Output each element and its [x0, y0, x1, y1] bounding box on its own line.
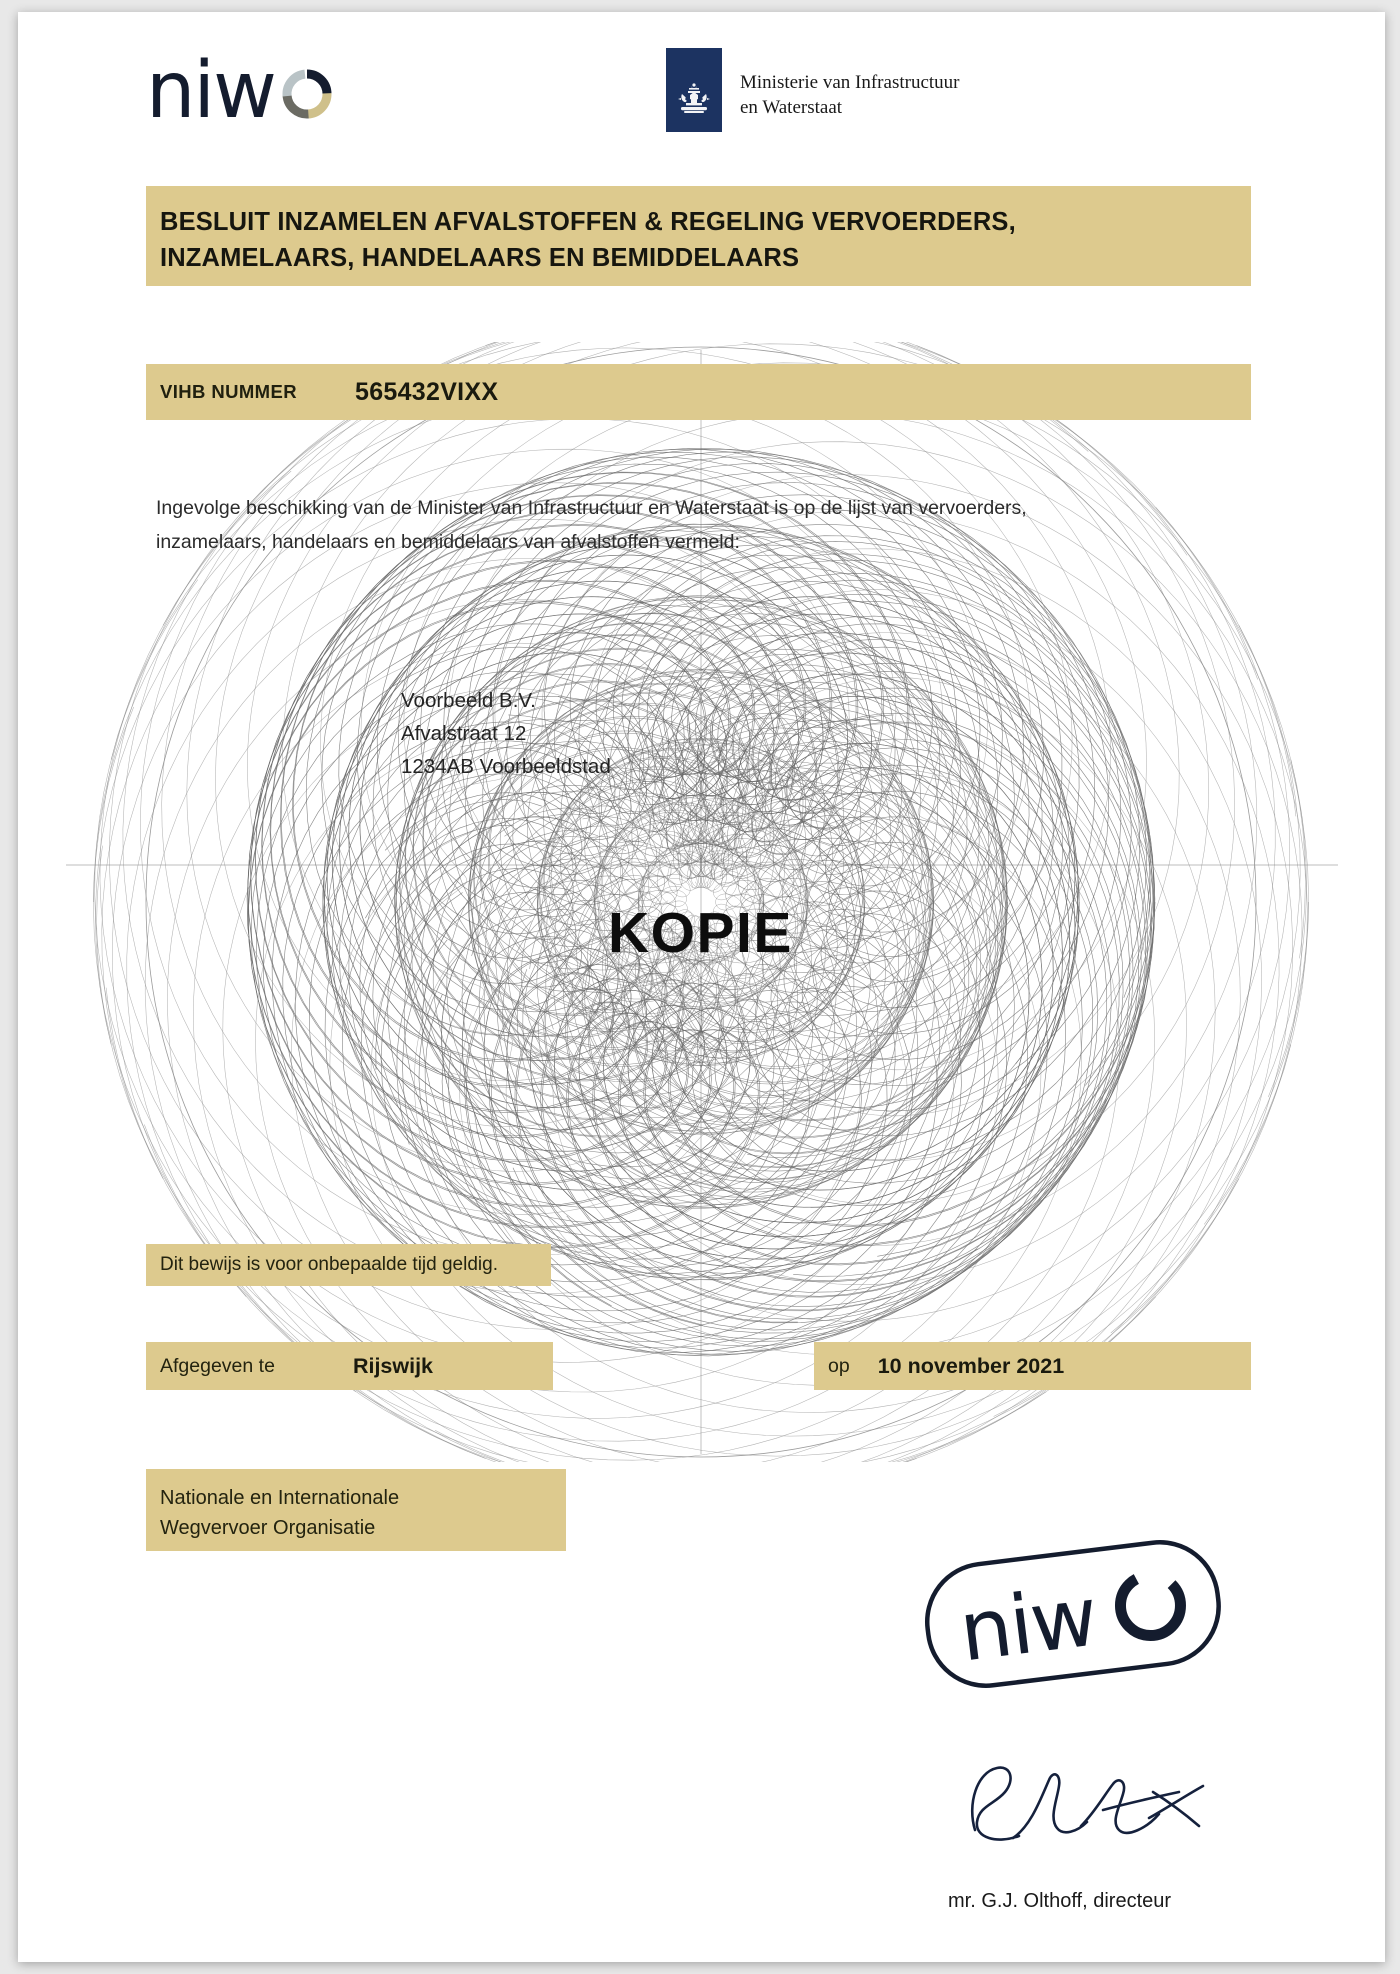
company-name: Voorbeeld B.V.	[401, 689, 536, 712]
company-street: Afvalstraat 12	[401, 722, 527, 746]
niwo-logo-ring-icon	[280, 67, 334, 121]
title-line-2: INZAMELAARS, HANDELAARS EN BEMIDDELAARS	[160, 244, 800, 273]
document-header	[18, 12, 1385, 152]
organisation-line-2: Wegvervoer Organisatie	[160, 1517, 376, 1540]
title-line-1: BESLUIT INZAMELEN AFVALSTOFFEN & REGELING VERVOERDERS,	[160, 208, 1016, 236]
issuance-date-row	[814, 1342, 1251, 1390]
organisation-line-1: Nationale en Internationale	[160, 1487, 400, 1509]
ministry-line-1: Ministerie van Infrastructuur	[740, 72, 960, 93]
vihb-number-row	[146, 364, 1251, 420]
niwo-stamp	[916, 1529, 1230, 1700]
issuance-place-row	[146, 1342, 553, 1390]
intro-line-1: Ingevolge beschikking van de Minister van Infrastructuur en Waterstaat is op de lijst van vervoerders,	[156, 497, 1027, 519]
validity-text: Dit bewijs is voor onbepaalde tijd geldig.	[160, 1254, 498, 1275]
director-signature	[953, 1752, 1223, 1857]
issuance-place-label: Afgegeven te	[160, 1354, 275, 1377]
svg-text:niw: niw	[954, 1569, 1102, 1681]
issuance-date-value: 10 november 2021	[877, 1353, 1065, 1378]
government-logo	[666, 48, 959, 132]
signature-caption: mr. G.J. Olthoff, directeur	[948, 1890, 1172, 1912]
company-city: 1234AB Voorbeeldstad	[401, 755, 611, 779]
dutch-coat-of-arms-icon	[666, 48, 722, 132]
intro-paragraph	[156, 492, 1156, 559]
niwo-logo-text: niw	[146, 46, 275, 136]
ministry-name	[740, 70, 959, 120]
certificate-page	[18, 12, 1385, 1962]
kopie-watermark: KOPIE	[608, 901, 793, 965]
niwo-logo	[146, 46, 334, 136]
organisation-footer	[146, 1469, 566, 1551]
intro-line-2: inzamelaars, handelaars en bemiddelaars van afvalstoffen vermeld:	[156, 530, 740, 553]
document-title-banner	[146, 186, 1251, 286]
validity-statement-row	[146, 1244, 551, 1286]
vihb-number-value: 565432VIXX	[354, 377, 499, 406]
company-address-block	[401, 684, 611, 784]
issuance-date-label: op	[828, 1354, 850, 1377]
ministry-line-2: en Waterstaat	[740, 97, 843, 119]
vihb-number-label: VIHB NUMMER	[160, 381, 297, 402]
issuance-place-value: Rijswijk	[352, 1353, 433, 1378]
